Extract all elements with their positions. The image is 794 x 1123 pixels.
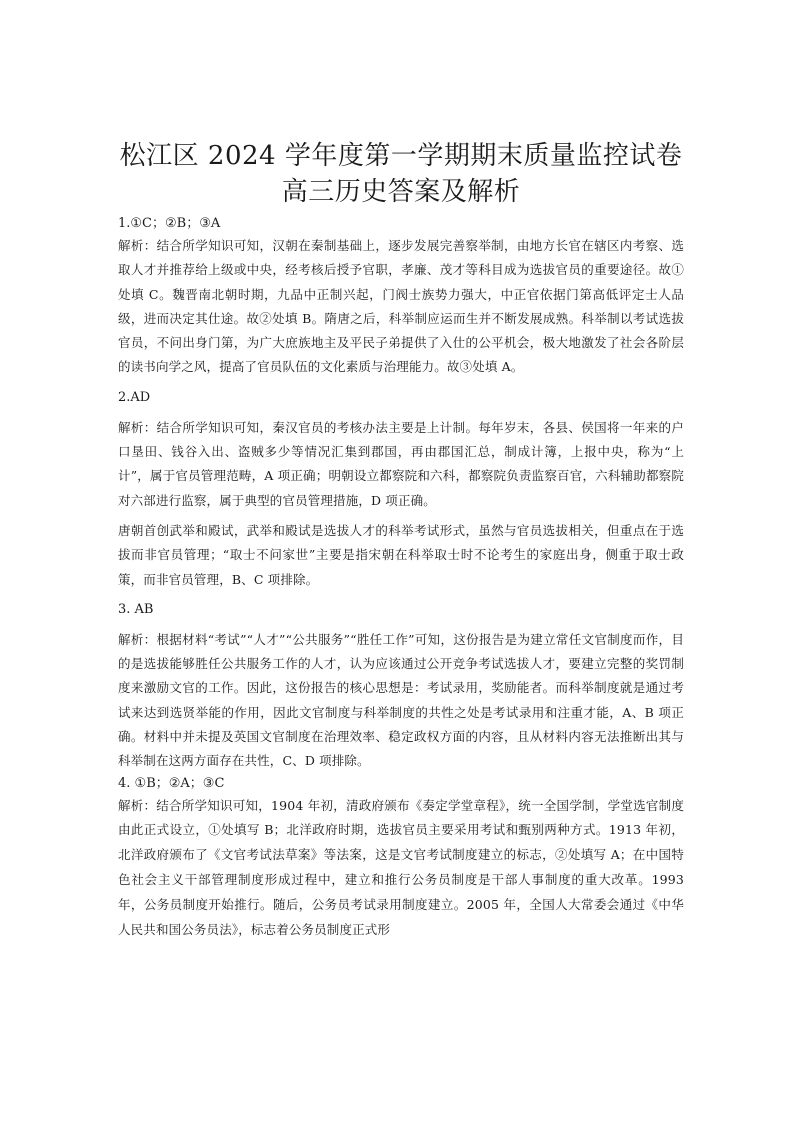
question-1-analysis: 解析：结合所学知识可知，汉朝在秦制基础上，逐步发展完善察举制，由地方长官在辖区内考察、选取人才并推荐给上级或中央，经考核后授予官职，孝廉、茂才等科目成为选拔官员的重要途径。故①处填 C。魏晋南北朝时期，九品中正制兴起，门阀士族势力强大，中正官依据门第高低评定士人品级，进而决定其仕途。故②处填 B。隋唐之后，科举制应运而生并不断发展成熟。科举制以考试选拔官员，不问出身门第，为广大庶族地主及平民子弟提供了入仕的公平机会，极大地激发了社会各阶层的读书向学之风，提高了官员队伍的文化素质与治理能力。故③处填 A。 [118,238,684,375]
answer-sheet-page [118,138,684,942]
question-1-answer: 1.①C；②B；③A [118,216,221,231]
question-3-answer: 3. AB [118,601,154,617]
question-3-analysis: 解析：根据材料“考试”“人才”“公共服务”“胜任工作”可知，这份报告是为建立常任文官制度而作，目的是选拔能够胜任公共服务工作的人才，认为应该通过公开竞争考试选拔人才，要建立完整的奖罚制度来激励文官的工作。因此，这份报告的核心思想是：考试录用，奖励能者。而科举制度就是通过考试来达到选贤举能的作用，因此文官制度与科举制度的共性之处是考试录用和注重才能，A、B 项正确。材料中并未提及英国文官制度在治理效率、稳定政权方面的内容，且从材料内容无法推断出其与科举制在这两方面存在共性，C、D 项排除。 [118,631,684,769]
question-3-section [118,600,684,774]
question-4-answer: 4. ①B；②A；③C [118,775,225,791]
document-title: 松江区 2024 学年度第一学期期末质量监控试卷 [119,141,683,171]
document-subtitle: 高三历史答案及解析 [281,177,521,207]
question-2-section [118,388,684,592]
question-1-section [118,214,684,380]
question-2-analysis-part-2: 唐朝首创武举和殿试，武举和殿试是选拔人才的科举考试形式，虽然与官员选拔相关，但重点在于选拔而非官员管理；“取士不问家世”主要是指宋朝在科举取士时不论考生的家庭出身，侧重于取士政策，而非官员管理，B、C 项排除。 [118,522,684,587]
question-4-analysis: 解析：结合所学知识可知，1904 年初，清政府颁布《奏定学堂章程》，统一全国学制，学堂选官制度由此正式设立，①处填写 B；北洋政府时期，选拔官员主要采用考试和甄别两种方式。1913 年初，北洋政府颁布了《文官考试法草案》等法案，这是文官考试制度建立的标志，②处填写 A；在中国特色社会主义干部管理制度形成过程中，建立和推行公务员制度是干部人事制度的重大改革。1993 年，公务员制度开始推行。随后，公务员考试录用制度建立。2005 年，全国人大常委会通过《中华人民共和国公务员法》，标志着公务员制度正式形 [118,797,684,937]
question-2-analysis-part-1: 解析：结合所学知识可知，秦汉官员的考核办法主要是上计制。每年岁末，各县、侯国将一年来的户口垦田、钱谷入出、盗贼多少等情况汇集到郡国，再由郡国汇总，制成计簿，上报中央，称为“上计”，属于官员管理范畴，A 项正确；明朝设立都察院和六科，都察院负责监察百官，六科辅助都察院对六部进行监察，属于典型的官员管理措施，D 项正确。 [118,419,684,508]
question-4-section [118,774,684,943]
question-2-answer: 2.AD [118,389,151,405]
